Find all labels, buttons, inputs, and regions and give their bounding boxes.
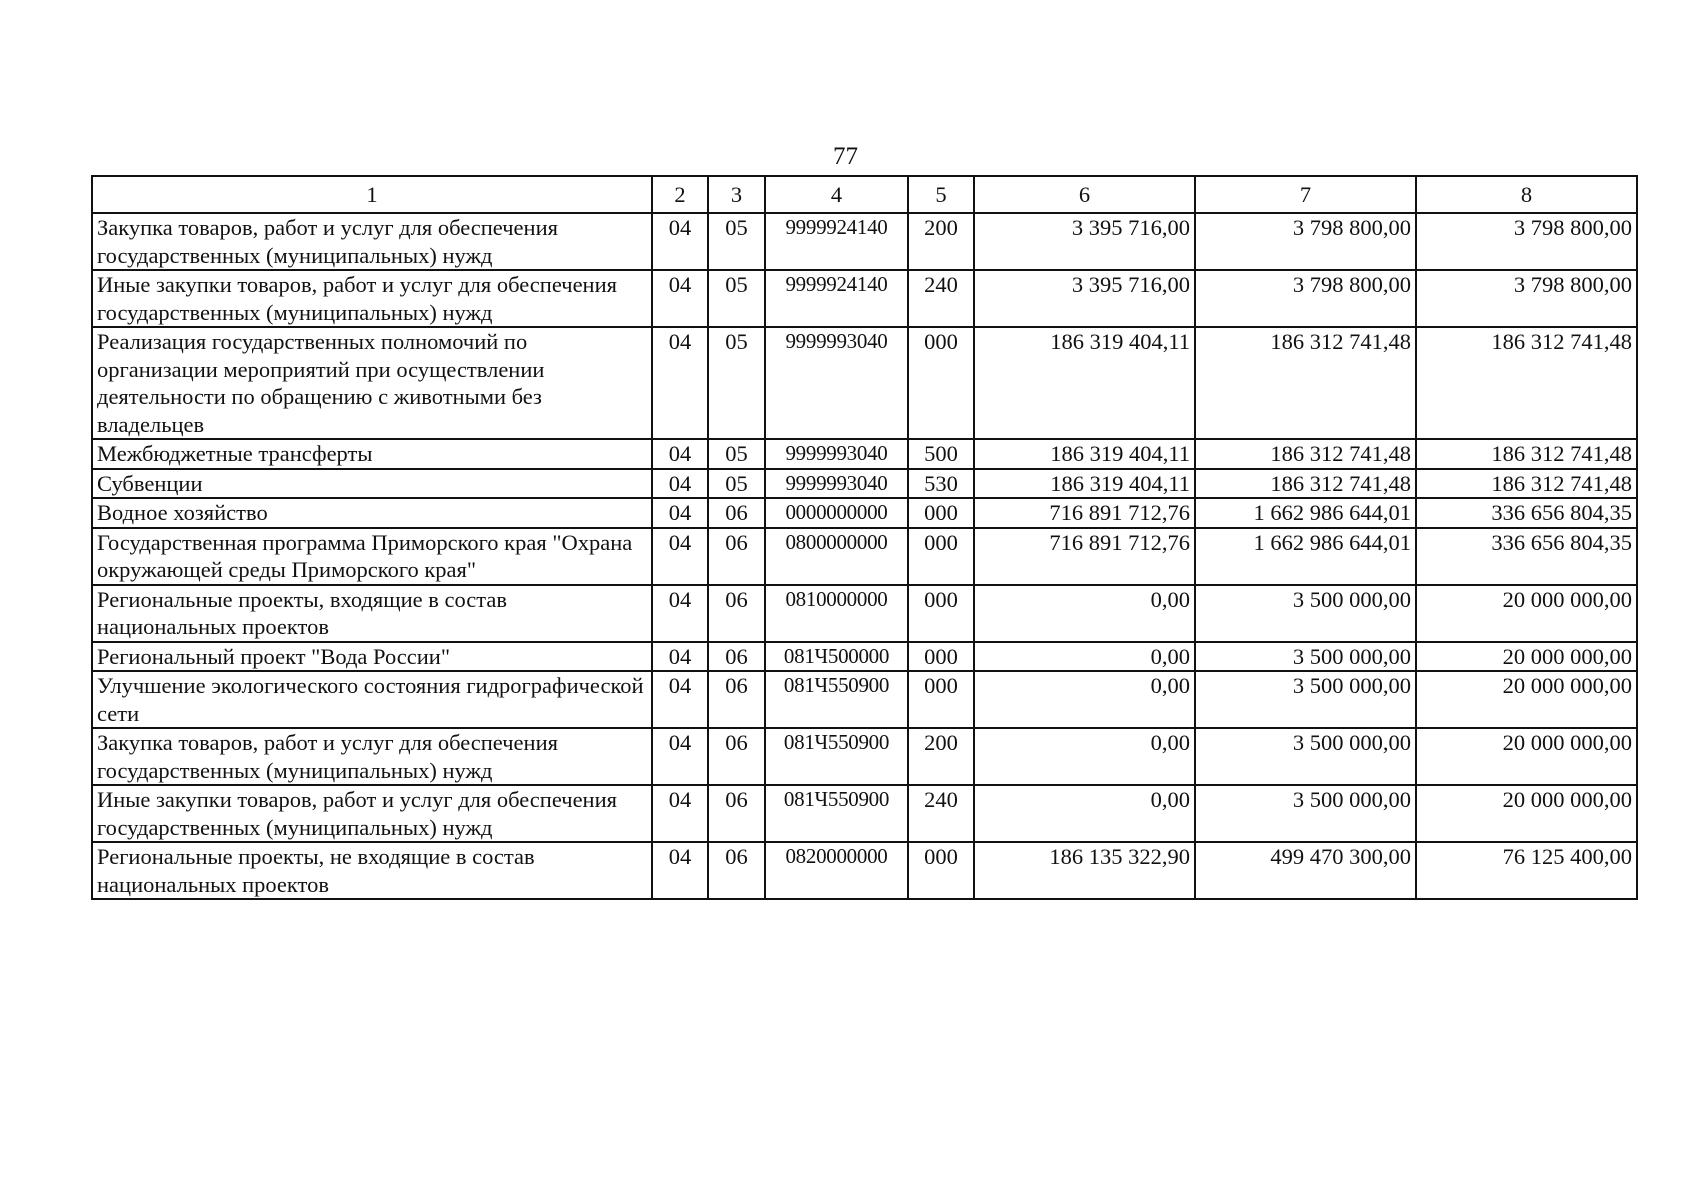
cell-expense-type: 000 bbox=[908, 642, 974, 672]
cell-name: Региональные проекты, входящие в состав национальных проектов bbox=[92, 585, 652, 642]
cell-amount-col8: 3 798 800,00 bbox=[1416, 270, 1637, 327]
cell-target-article: 9999993040 bbox=[765, 469, 908, 499]
cell-amount-col6: 0,00 bbox=[974, 671, 1195, 728]
header-col-1: 1 bbox=[92, 176, 652, 213]
cell-subsection: 05 bbox=[708, 213, 765, 270]
cell-amount-col8: 20 000 000,00 bbox=[1416, 785, 1637, 842]
cell-section: 04 bbox=[652, 469, 708, 499]
cell-target-article: 0000000000 bbox=[765, 498, 908, 528]
cell-amount-col7: 3 500 000,00 bbox=[1195, 642, 1416, 672]
cell-section: 04 bbox=[652, 327, 708, 439]
table-row bbox=[92, 728, 1637, 785]
cell-amount-col6: 0,00 bbox=[974, 728, 1195, 785]
cell-amount-col8: 20 000 000,00 bbox=[1416, 728, 1637, 785]
cell-section: 04 bbox=[652, 728, 708, 785]
cell-amount-col8: 20 000 000,00 bbox=[1416, 642, 1637, 672]
table-row bbox=[92, 213, 1637, 270]
header-col-4: 4 bbox=[765, 176, 908, 213]
cell-amount-col6: 716 891 712,76 bbox=[974, 498, 1195, 528]
cell-subsection: 06 bbox=[708, 498, 765, 528]
header-col-2: 2 bbox=[652, 176, 708, 213]
cell-target-article: 0810000000 bbox=[765, 585, 908, 642]
cell-expense-type: 530 bbox=[908, 469, 974, 499]
cell-expense-type: 000 bbox=[908, 498, 974, 528]
cell-subsection: 06 bbox=[708, 671, 765, 728]
cell-amount-col8: 186 312 741,48 bbox=[1416, 327, 1637, 439]
cell-subsection: 06 bbox=[708, 528, 765, 585]
cell-amount-col7: 3 500 000,00 bbox=[1195, 585, 1416, 642]
cell-section: 04 bbox=[652, 270, 708, 327]
header-row bbox=[92, 176, 1637, 213]
cell-target-article: 0820000000 bbox=[765, 842, 908, 899]
cell-amount-col6: 3 395 716,00 bbox=[974, 213, 1195, 270]
cell-section: 04 bbox=[652, 498, 708, 528]
header-col-3: 3 bbox=[708, 176, 765, 213]
cell-name: Государственная программа Приморского края "Охрана окружающей среды Приморского края" bbox=[92, 528, 652, 585]
cell-section: 04 bbox=[652, 785, 708, 842]
cell-amount-col7: 3 798 800,00 bbox=[1195, 213, 1416, 270]
header-col-8: 8 bbox=[1416, 176, 1637, 213]
cell-name: Межбюджетные трансферты bbox=[92, 439, 652, 469]
table-row bbox=[92, 327, 1637, 439]
cell-target-article: 081Ч500000 bbox=[765, 642, 908, 672]
cell-expense-type: 000 bbox=[908, 528, 974, 585]
cell-amount-col7: 1 662 986 644,01 bbox=[1195, 498, 1416, 528]
cell-expense-type: 000 bbox=[908, 327, 974, 439]
cell-subsection: 06 bbox=[708, 842, 765, 899]
cell-target-article: 9999993040 bbox=[765, 439, 908, 469]
cell-section: 04 bbox=[652, 585, 708, 642]
header-col-7: 7 bbox=[1195, 176, 1416, 213]
cell-expense-type: 240 bbox=[908, 785, 974, 842]
cell-amount-col6: 186 319 404,11 bbox=[974, 327, 1195, 439]
cell-expense-type: 000 bbox=[908, 842, 974, 899]
cell-expense-type: 000 bbox=[908, 585, 974, 642]
cell-subsection: 05 bbox=[708, 270, 765, 327]
cell-amount-col7: 499 470 300,00 bbox=[1195, 842, 1416, 899]
table-row bbox=[92, 585, 1637, 642]
cell-section: 04 bbox=[652, 842, 708, 899]
table-row bbox=[92, 469, 1637, 499]
cell-target-article: 0800000000 bbox=[765, 528, 908, 585]
table-row bbox=[92, 785, 1637, 842]
cell-name: Региональные проекты, не входящие в состав национальных проектов bbox=[92, 842, 652, 899]
cell-amount-col8: 3 798 800,00 bbox=[1416, 213, 1637, 270]
page-number: 77 bbox=[833, 143, 858, 170]
cell-amount-col6: 186 319 404,11 bbox=[974, 469, 1195, 499]
header-col-5: 5 bbox=[908, 176, 974, 213]
cell-name: Региональный проект "Вода России" bbox=[92, 642, 652, 672]
cell-section: 04 bbox=[652, 528, 708, 585]
cell-section: 04 bbox=[652, 439, 708, 469]
cell-subsection: 05 bbox=[708, 327, 765, 439]
table-row bbox=[92, 270, 1637, 327]
cell-name: Реализация государственных полномочий по организации мероприятий при осуществлении деятельности по обращению с животными без владельцев bbox=[92, 327, 652, 439]
cell-amount-col6: 3 395 716,00 bbox=[974, 270, 1195, 327]
cell-amount-col6: 0,00 bbox=[974, 785, 1195, 842]
table-row bbox=[92, 528, 1637, 585]
cell-amount-col6: 186 319 404,11 bbox=[974, 439, 1195, 469]
cell-expense-type: 200 bbox=[908, 728, 974, 785]
cell-target-article: 081Ч550900 bbox=[765, 728, 908, 785]
cell-amount-col6: 716 891 712,76 bbox=[974, 528, 1195, 585]
cell-amount-col6: 186 135 322,90 bbox=[974, 842, 1195, 899]
cell-name: Улучшение экологического состояния гидрографической сети bbox=[92, 671, 652, 728]
cell-subsection: 06 bbox=[708, 785, 765, 842]
cell-amount-col7: 3 798 800,00 bbox=[1195, 270, 1416, 327]
cell-amount-col8: 336 656 804,35 bbox=[1416, 498, 1637, 528]
cell-amount-col7: 186 312 741,48 bbox=[1195, 469, 1416, 499]
cell-name: Закупка товаров, работ и услуг для обеспечения государственных (муниципальных) нужд bbox=[92, 213, 652, 270]
cell-target-article: 081Ч550900 bbox=[765, 671, 908, 728]
cell-amount-col8: 186 312 741,48 bbox=[1416, 469, 1637, 499]
cell-amount-col7: 186 312 741,48 bbox=[1195, 327, 1416, 439]
cell-amount-col7: 3 500 000,00 bbox=[1195, 728, 1416, 785]
cell-amount-col6: 0,00 bbox=[974, 585, 1195, 642]
cell-subsection: 05 bbox=[708, 439, 765, 469]
cell-name: Иные закупки товаров, работ и услуг для обеспечения государственных (муниципальных) нужд bbox=[92, 785, 652, 842]
cell-subsection: 06 bbox=[708, 728, 765, 785]
cell-expense-type: 200 bbox=[908, 213, 974, 270]
cell-section: 04 bbox=[652, 213, 708, 270]
cell-name: Водное хозяйство bbox=[92, 498, 652, 528]
cell-section: 04 bbox=[652, 671, 708, 728]
cell-target-article: 9999993040 bbox=[765, 327, 908, 439]
cell-section: 04 bbox=[652, 642, 708, 672]
cell-expense-type: 000 bbox=[908, 671, 974, 728]
cell-amount-col7: 186 312 741,48 bbox=[1195, 439, 1416, 469]
cell-amount-col8: 186 312 741,48 bbox=[1416, 439, 1637, 469]
cell-expense-type: 240 bbox=[908, 270, 974, 327]
cell-target-article: 081Ч550900 bbox=[765, 785, 908, 842]
cell-amount-col7: 1 662 986 644,01 bbox=[1195, 528, 1416, 585]
header-col-6: 6 bbox=[974, 176, 1195, 213]
table-body bbox=[92, 213, 1637, 899]
cell-subsection: 05 bbox=[708, 469, 765, 499]
cell-amount-col8: 20 000 000,00 bbox=[1416, 671, 1637, 728]
cell-subsection: 06 bbox=[708, 642, 765, 672]
table-row bbox=[92, 498, 1637, 528]
cell-subsection: 06 bbox=[708, 585, 765, 642]
cell-amount-col7: 3 500 000,00 bbox=[1195, 671, 1416, 728]
table-row bbox=[92, 642, 1637, 672]
cell-name: Закупка товаров, работ и услуг для обеспечения государственных (муниципальных) нужд bbox=[92, 728, 652, 785]
cell-amount-col8: 336 656 804,35 bbox=[1416, 528, 1637, 585]
cell-amount-col8: 20 000 000,00 bbox=[1416, 585, 1637, 642]
cell-amount-col8: 76 125 400,00 bbox=[1416, 842, 1637, 899]
cell-target-article: 9999924140 bbox=[765, 213, 908, 270]
budget-table bbox=[91, 175, 1638, 900]
table-row bbox=[92, 842, 1637, 899]
cell-amount-col7: 3 500 000,00 bbox=[1195, 785, 1416, 842]
table-row bbox=[92, 671, 1637, 728]
cell-name: Субвенции bbox=[92, 469, 652, 499]
cell-expense-type: 500 bbox=[908, 439, 974, 469]
cell-target-article: 9999924140 bbox=[765, 270, 908, 327]
table-row bbox=[92, 439, 1637, 469]
cell-amount-col6: 0,00 bbox=[974, 642, 1195, 672]
cell-name: Иные закупки товаров, работ и услуг для обеспечения государственных (муниципальных) нужд bbox=[92, 270, 652, 327]
